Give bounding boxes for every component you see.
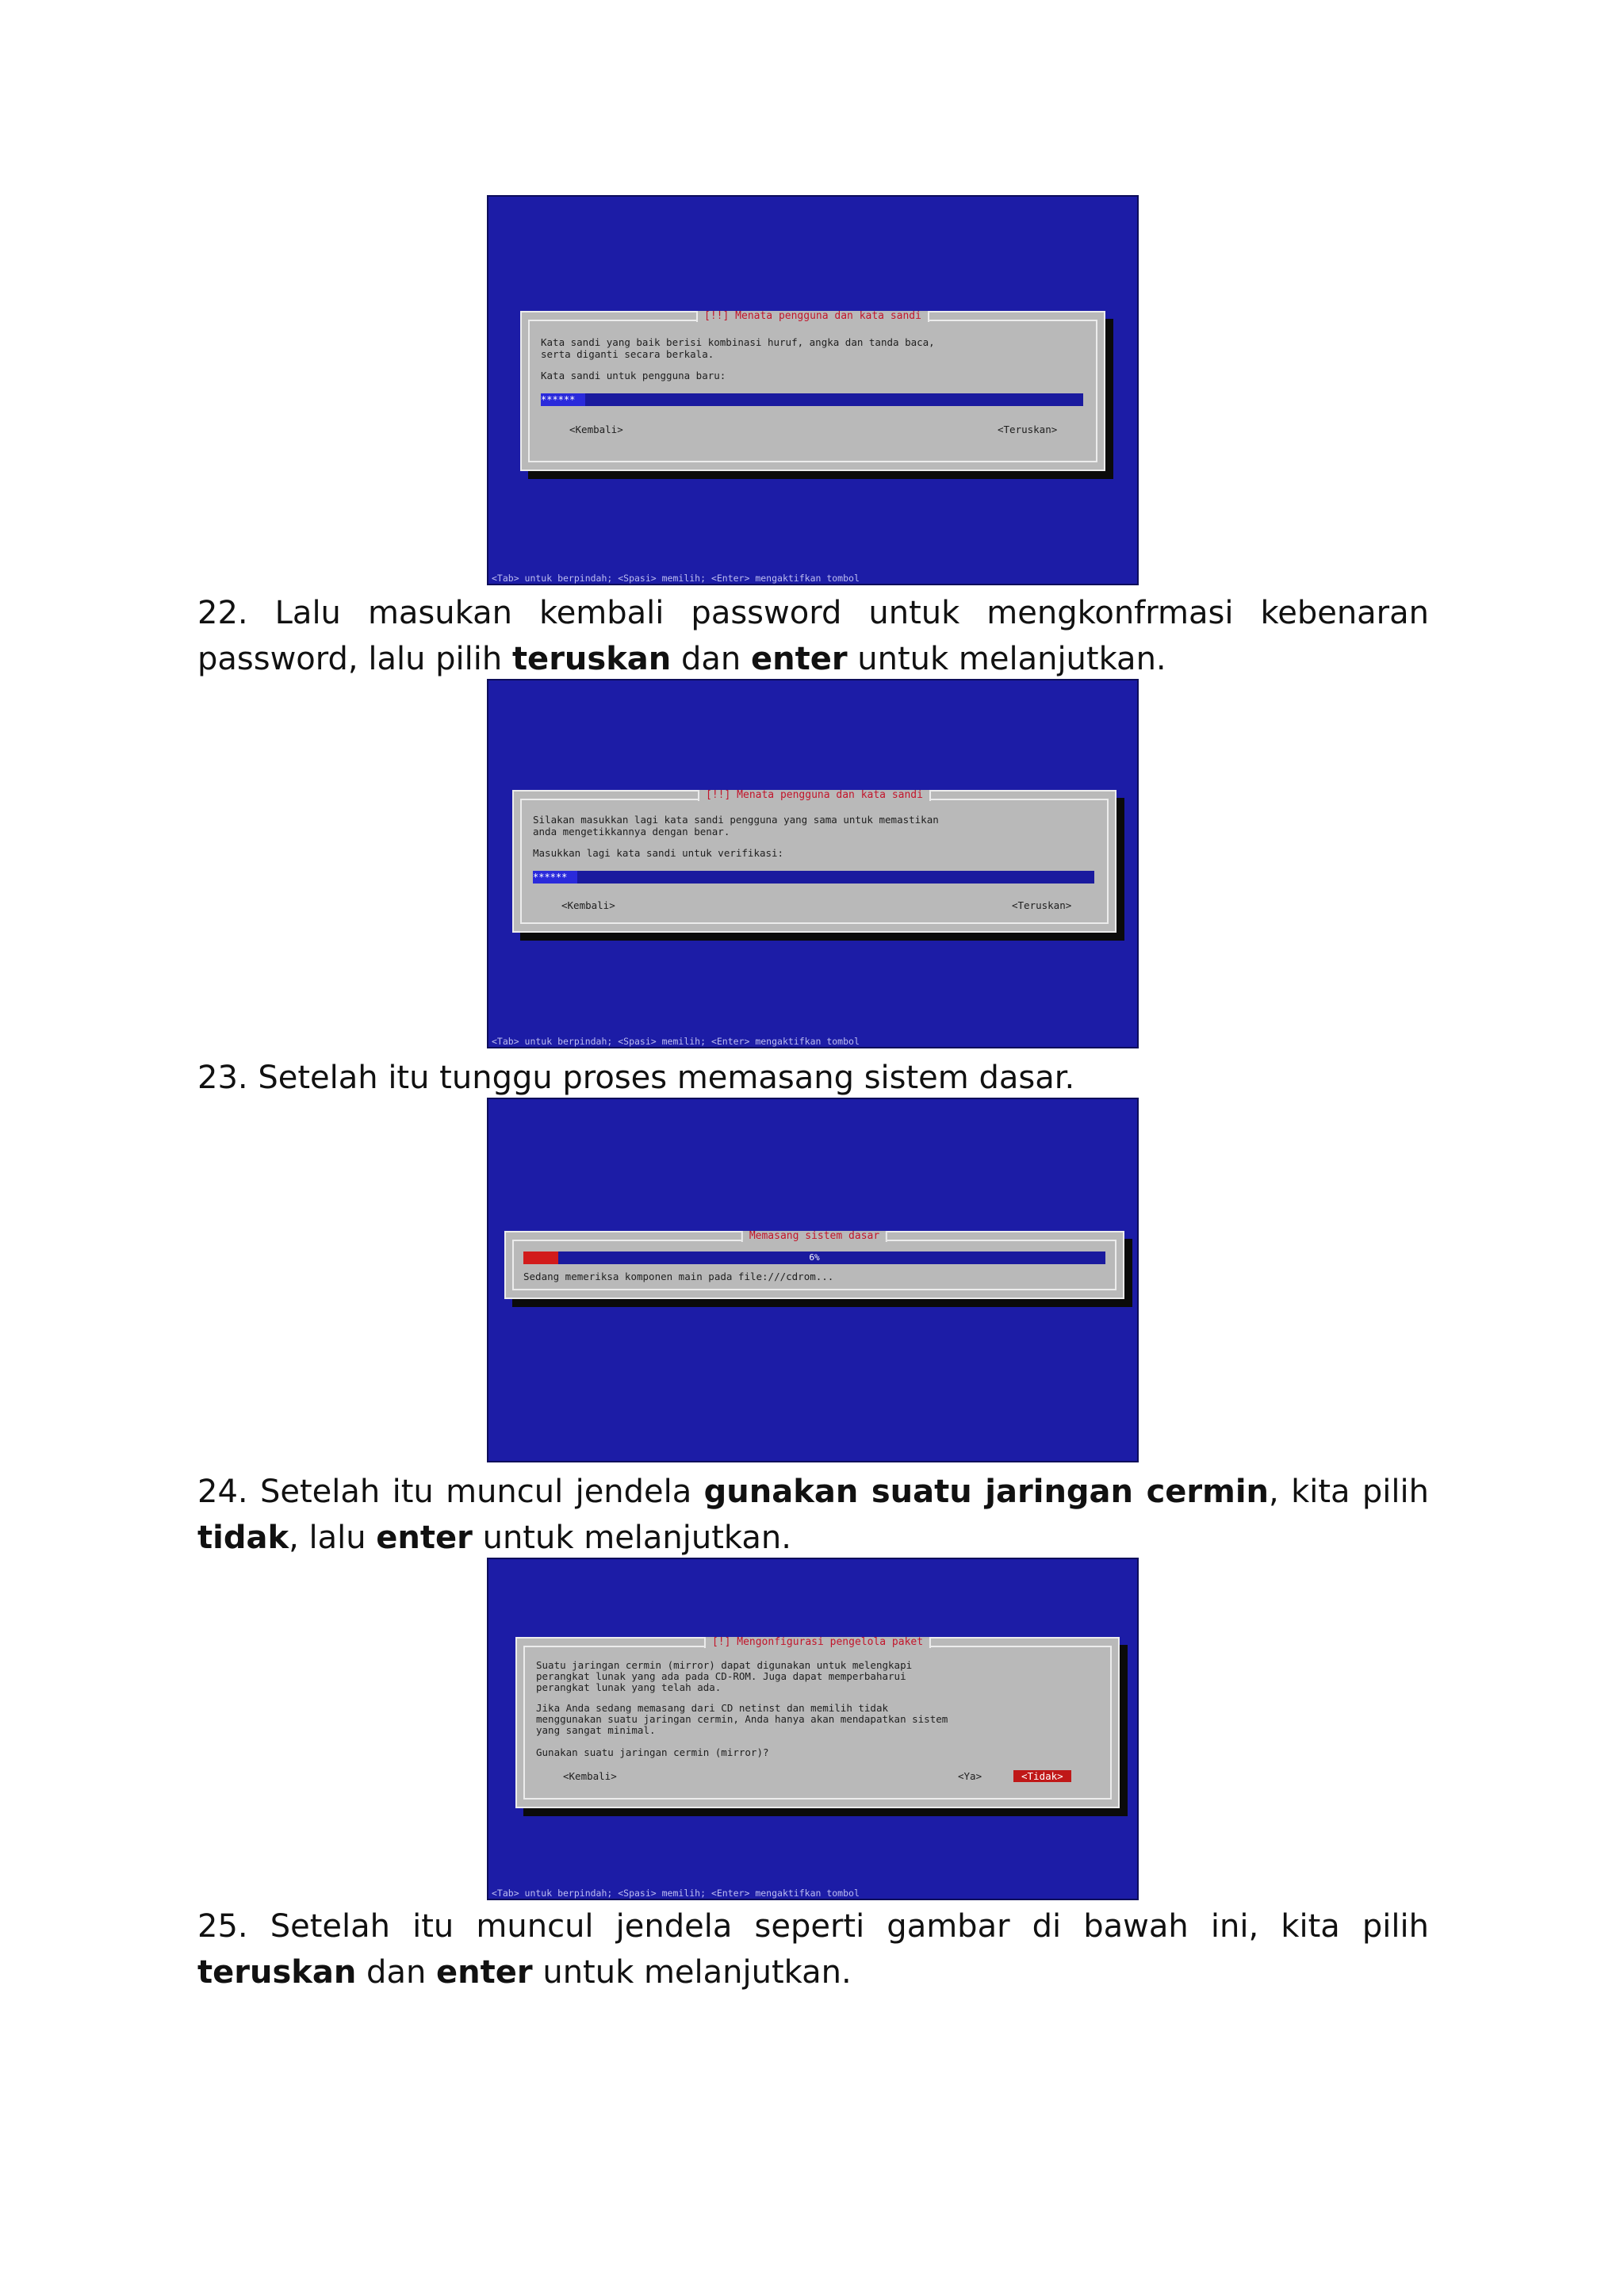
dialog-text-line: perangkat lunak yang ada pada CD-ROM. Juga dapat memperbaharui bbox=[536, 1670, 906, 1682]
dialog-title: [!!] Menata pengguna dan kata sandi bbox=[698, 790, 931, 801]
installer-screenshot-password bbox=[487, 195, 1139, 585]
install-progress-dialog bbox=[504, 1231, 1124, 1299]
step-22-text: 22. Lalu masukan kembali password untuk mengkonfrmasi kebenaran password, lalu pilih teruskan dan enter untuk melanjutkan. bbox=[197, 595, 1429, 677]
dialog-text-line: perangkat lunak yang telah ada. bbox=[536, 1681, 722, 1693]
dialog-prompt: Masukkan lagi kata sandi untuk verifikasi: bbox=[533, 847, 784, 859]
keyboard-hint: <Tab> untuk berpindah; <Spasi> memilih; <Enter> mengaktifkan tombol bbox=[492, 1888, 860, 1899]
continue-button[interactable]: <Teruskan> bbox=[998, 424, 1058, 435]
install-progress-label: 6% bbox=[809, 1252, 820, 1263]
install-progress-bar bbox=[523, 1251, 1105, 1264]
step-25-text: 25. Setelah itu muncul jendela seperti gambar di bawah ini, kita pilih teruskan dan enter untuk melanjutkan. bbox=[197, 1908, 1429, 1991]
verify-password-input-value: ****** bbox=[533, 871, 577, 884]
dialog-title: [!!] Menata pengguna dan kata sandi bbox=[696, 311, 929, 322]
dialog-prompt: Kata sandi untuk pengguna baru: bbox=[541, 370, 726, 381]
dialog-text-line: Silakan masukkan lagi kata sandi pengguna yang sama untuk memastikan bbox=[533, 814, 939, 826]
dialog-question: Gunakan suatu jaringan cermin (mirror)? bbox=[536, 1746, 769, 1758]
keyboard-hint: <Tab> untuk berpindah; <Spasi> memilih; <Enter> mengaktifkan tombol bbox=[492, 573, 860, 584]
dialog-title: [!] Mengonfigurasi pengelola paket bbox=[704, 1637, 931, 1648]
continue-button[interactable]: <Teruskan> bbox=[1012, 899, 1072, 911]
password-input[interactable] bbox=[541, 393, 1083, 406]
installer-screenshot-mirror bbox=[487, 1558, 1139, 1900]
dialog-text-line: menggunakan suatu jaringan cermin, Anda hanya akan mendapatkan sistem bbox=[536, 1713, 948, 1725]
dialog-text-line: Kata sandi yang baik berisi kombinasi huruf, angka dan tanda baca, bbox=[541, 336, 935, 348]
back-button[interactable]: <Kembali> bbox=[563, 1770, 617, 1782]
back-button[interactable]: <Kembali> bbox=[561, 899, 615, 911]
package-manager-dialog bbox=[515, 1637, 1120, 1808]
dialog-title: Memasang sistem dasar bbox=[741, 1231, 887, 1242]
dialog-text-line: serta diganti secara berkala. bbox=[541, 348, 714, 360]
yes-button[interactable]: <Ya> bbox=[958, 1770, 982, 1782]
verify-password-dialog bbox=[512, 790, 1116, 933]
step-24-text: 24. Setelah itu muncul jendela gunakan suatu jaringan cermin, kita pilih tidak, lalu enter untuk melanjutkan. bbox=[197, 1474, 1429, 1556]
dialog-text-line: Suatu jaringan cermin (mirror) dapat digunakan untuk melengkapi bbox=[536, 1659, 913, 1671]
back-button[interactable]: <Kembali> bbox=[569, 424, 623, 435]
verify-password-input[interactable] bbox=[533, 871, 1094, 884]
installer-screenshot-verify-password bbox=[487, 679, 1139, 1048]
no-button[interactable]: <Tidak> bbox=[1013, 1770, 1071, 1782]
dialog-text-line: anda mengetikkannya dengan benar. bbox=[533, 826, 730, 838]
password-input-value: ****** bbox=[541, 393, 585, 406]
password-dialog bbox=[520, 311, 1105, 471]
dialog-text-line: yang sangat minimal. bbox=[536, 1724, 656, 1736]
install-status-text: Sedang memeriksa komponen main pada file:///cdrom... bbox=[523, 1271, 834, 1282]
installer-screenshot-base-system bbox=[487, 1098, 1139, 1462]
step-23-text: 23. Setelah itu tunggu proses memasang sistem dasar. bbox=[197, 1060, 1075, 1096]
keyboard-hint: <Tab> untuk berpindah; <Spasi> memilih; <Enter> mengaktifkan tombol bbox=[492, 1036, 860, 1047]
dialog-text-line: Jika Anda sedang memasang dari CD netinst dan memilih tidak bbox=[536, 1702, 889, 1714]
